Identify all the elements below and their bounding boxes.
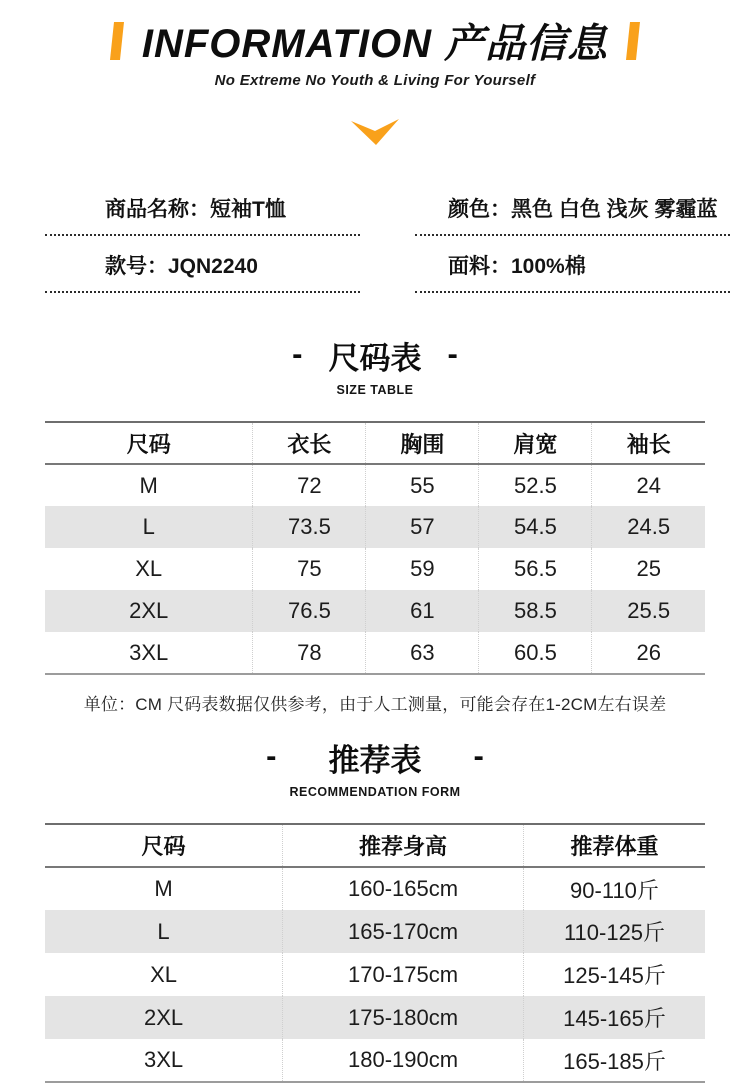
table-cell: 57 bbox=[366, 506, 479, 548]
dash-right: - bbox=[447, 335, 458, 371]
size-table-subtitle: SIZE TABLE bbox=[336, 383, 414, 397]
table-cell: 54.5 bbox=[479, 506, 592, 548]
table-cell: 24 bbox=[592, 464, 705, 506]
dash-left: - bbox=[266, 737, 277, 773]
style-number-row bbox=[45, 236, 360, 293]
table-cell: L bbox=[157, 918, 170, 944]
color-row bbox=[415, 179, 730, 236]
column-header: 袖长 bbox=[592, 422, 705, 464]
accent-bar-right bbox=[626, 22, 640, 60]
column-header: 尺码 bbox=[126, 431, 171, 457]
size-table-title bbox=[0, 333, 750, 378]
column-header: 尺码 bbox=[141, 834, 186, 859]
table-cell: 175-180cm bbox=[283, 996, 524, 1039]
table-cell: 52.5 bbox=[479, 464, 592, 506]
table-row bbox=[45, 910, 705, 953]
table-cell: 90-110斤 bbox=[523, 867, 705, 910]
table-cell: 76.5 bbox=[253, 590, 366, 632]
style-number-label: 款号： bbox=[105, 255, 168, 278]
table-cell: 25 bbox=[592, 548, 705, 590]
table-cell: 170-175cm bbox=[283, 953, 524, 996]
table-row bbox=[45, 996, 705, 1039]
table-row bbox=[45, 867, 705, 910]
table-cell: 58.5 bbox=[479, 590, 592, 632]
table-row bbox=[45, 464, 705, 506]
page-header bbox=[0, 0, 750, 89]
table-cell: 145-165斤 bbox=[523, 996, 705, 1039]
column-header: 胸围 bbox=[366, 422, 479, 464]
recommend-table-title-text: 推荐表 bbox=[328, 743, 422, 778]
table-row bbox=[45, 953, 705, 996]
table-cell: 2XL bbox=[129, 598, 169, 623]
size-table-header-row bbox=[45, 422, 705, 464]
column-header: 衣长 bbox=[253, 422, 366, 464]
table-cell: 160-165cm bbox=[283, 867, 524, 910]
fabric-label: 面料： bbox=[448, 255, 511, 278]
column-header: 推荐身高 bbox=[283, 824, 524, 867]
table-cell: 63 bbox=[366, 632, 479, 674]
color-value: 黑色 白色 浅灰 雾霾蓝 bbox=[511, 198, 718, 221]
dash-left: - bbox=[292, 335, 303, 371]
table-row bbox=[45, 1039, 705, 1082]
table-row bbox=[45, 632, 705, 674]
column-header: 肩宽 bbox=[479, 422, 592, 464]
recommend-table-title bbox=[0, 735, 750, 780]
table-cell: M bbox=[139, 472, 158, 498]
page-subtitle: No Extreme No Youth & Living For Yourself bbox=[214, 72, 536, 89]
section-divider bbox=[0, 119, 750, 147]
page-title: INFORMATION 产品信息 bbox=[141, 22, 609, 66]
table-row bbox=[45, 590, 705, 632]
color-label: 颜色： bbox=[448, 198, 511, 221]
size-table bbox=[45, 421, 705, 675]
table-cell: 25.5 bbox=[592, 590, 705, 632]
style-number-value: JQN2240 bbox=[168, 255, 258, 278]
table-cell: 55 bbox=[366, 464, 479, 506]
size-table-note: 单位：CM 尺码表数据仅供参考，由于人工测量，可能会存在1-2CM左右误差 bbox=[83, 695, 667, 714]
product-name-value: 短袖T恤 bbox=[210, 198, 286, 221]
table-cell: 2XL bbox=[143, 1004, 184, 1030]
table-cell: 180-190cm bbox=[283, 1039, 524, 1082]
table-cell: XL bbox=[150, 961, 177, 987]
table-cell: M bbox=[154, 876, 173, 901]
product-name-label: 商品名称： bbox=[105, 198, 210, 221]
table-cell: 75 bbox=[253, 548, 366, 590]
recommend-table-subtitle: RECOMMENDATION FORM bbox=[289, 785, 461, 799]
table-cell: L bbox=[142, 514, 155, 539]
table-cell: 72 bbox=[253, 464, 366, 506]
table-cell: 125-145斤 bbox=[523, 953, 705, 996]
recommendation-table bbox=[45, 823, 705, 1083]
table-cell: 78 bbox=[253, 632, 366, 674]
fabric-value: 100%棉 bbox=[511, 255, 586, 278]
column-header: 推荐体重 bbox=[523, 824, 705, 867]
table-cell: 3XL bbox=[129, 639, 169, 665]
product-info bbox=[45, 179, 730, 293]
table-cell: 73.5 bbox=[253, 506, 366, 548]
table-cell: 165-170cm bbox=[283, 910, 524, 953]
fabric-row bbox=[415, 236, 730, 293]
table-cell: 59 bbox=[366, 548, 479, 590]
table-cell: 165-185斤 bbox=[523, 1039, 705, 1082]
recommendation-table-header-row bbox=[45, 824, 705, 867]
table-cell: 110-125斤 bbox=[523, 910, 705, 953]
table-cell: 56.5 bbox=[479, 548, 592, 590]
size-table-title-text: 尺码表 bbox=[328, 341, 422, 376]
table-row bbox=[45, 548, 705, 590]
table-cell: 26 bbox=[592, 632, 705, 674]
dash-right: - bbox=[473, 737, 484, 773]
chevron-down-icon bbox=[351, 119, 399, 146]
table-cell: 3XL bbox=[143, 1047, 184, 1072]
table-row bbox=[45, 506, 705, 548]
table-cell: 60.5 bbox=[479, 632, 592, 674]
product-name-row bbox=[45, 179, 360, 236]
accent-bar-left bbox=[110, 22, 124, 60]
table-cell: XL bbox=[135, 556, 163, 581]
table-cell: 24.5 bbox=[592, 506, 705, 548]
table-cell: 61 bbox=[366, 590, 479, 632]
